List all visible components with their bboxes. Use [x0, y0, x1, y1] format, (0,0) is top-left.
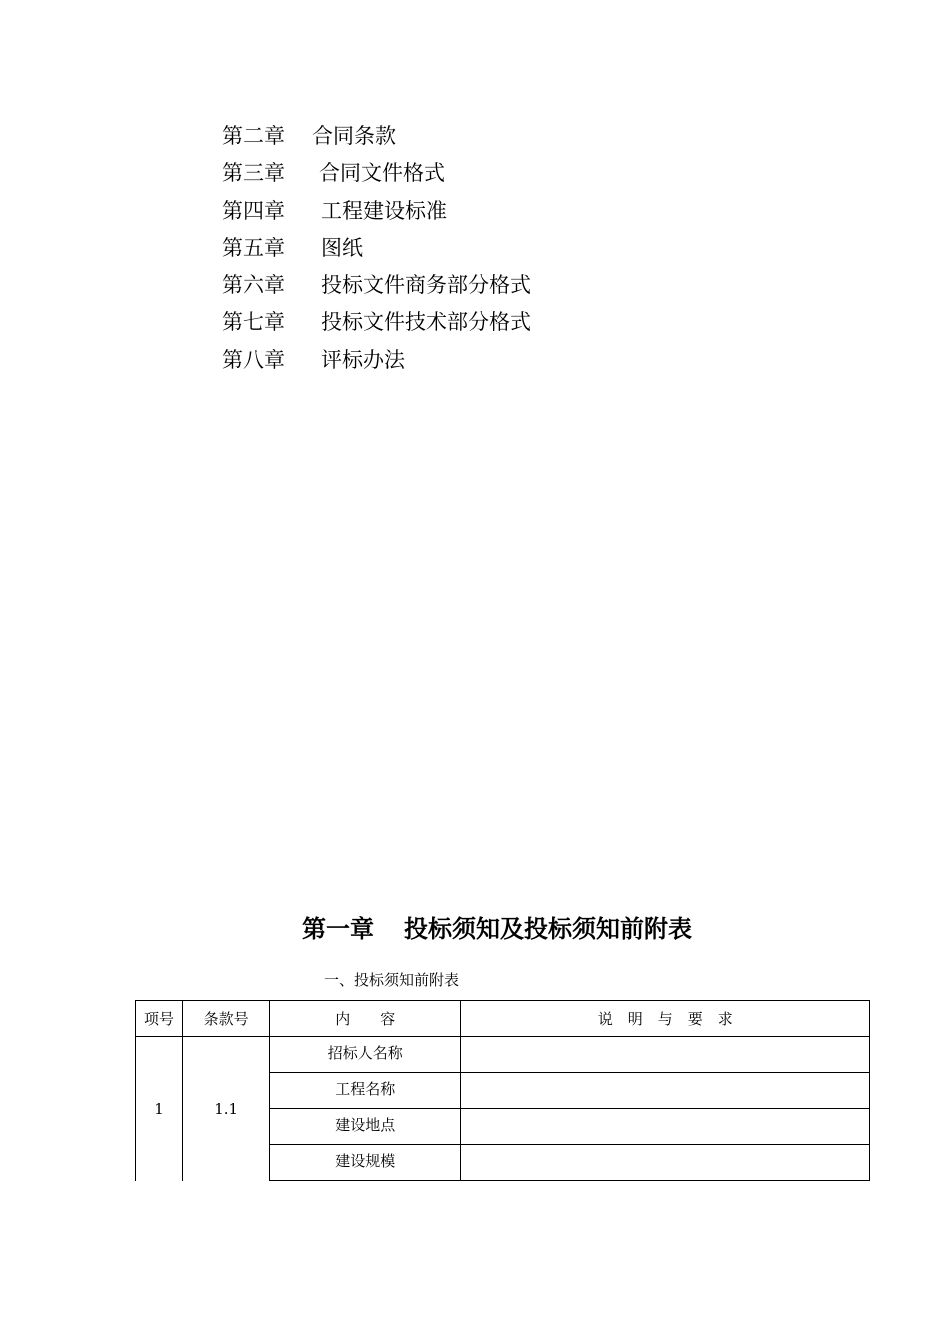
- toc-chapter-number: 第八章: [222, 347, 285, 372]
- toc-chapter-number: 第五章: [222, 235, 285, 260]
- toc-chapter-title: 评标办法: [321, 347, 405, 372]
- table-header-row: [136, 1001, 870, 1037]
- bid-instructions-table-container: [135, 1000, 870, 1181]
- description-cell[interactable]: [461, 1109, 870, 1145]
- chapter-title: 投标须知及投标须知前附表: [404, 914, 692, 943]
- header-description: 说 明 与 要 求: [461, 1001, 870, 1037]
- toc-chapter-number: 第七章: [222, 310, 285, 335]
- toc-chapter-title: 工程建设标准: [321, 198, 447, 223]
- bid-instructions-table: [135, 1000, 870, 1181]
- content-cell: 工程名称: [270, 1073, 461, 1109]
- toc-chapter-title: 投标文件商务部分格式: [321, 273, 531, 298]
- header-content: 内 容: [270, 1001, 461, 1037]
- toc-chapter-number: 第四章: [222, 198, 285, 223]
- chapter-heading: [302, 907, 692, 951]
- toc-chapter-number: 第三章: [222, 161, 285, 186]
- table-row: [136, 1037, 870, 1073]
- description-cell[interactable]: [461, 1037, 870, 1073]
- item-number-cell: 1: [136, 1037, 183, 1181]
- description-cell[interactable]: [461, 1073, 870, 1109]
- content-cell: 建设规模: [270, 1145, 461, 1181]
- toc-chapter-number: 第二章: [222, 124, 285, 148]
- header-item-no: 项号: [136, 1001, 183, 1037]
- toc-chapter-number: 第六章: [222, 273, 285, 298]
- description-cell[interactable]: [461, 1145, 870, 1181]
- section-heading: 一、投标须知前附表: [324, 971, 460, 989]
- toc-chapter-title: 图纸: [321, 235, 363, 260]
- content-cell: 招标人名称: [270, 1037, 461, 1073]
- toc-chapter-title: 投标文件技术部分格式: [321, 310, 531, 335]
- content-cell: 建设地点: [270, 1109, 461, 1145]
- toc-chapter-title: 合同条款: [312, 124, 396, 148]
- toc-chapter-title: 合同文件格式: [319, 161, 445, 186]
- header-clause-no: 条款号: [183, 1001, 270, 1037]
- clause-number-cell: 1.1: [183, 1037, 270, 1181]
- chapter-number: 第一章: [302, 914, 374, 943]
